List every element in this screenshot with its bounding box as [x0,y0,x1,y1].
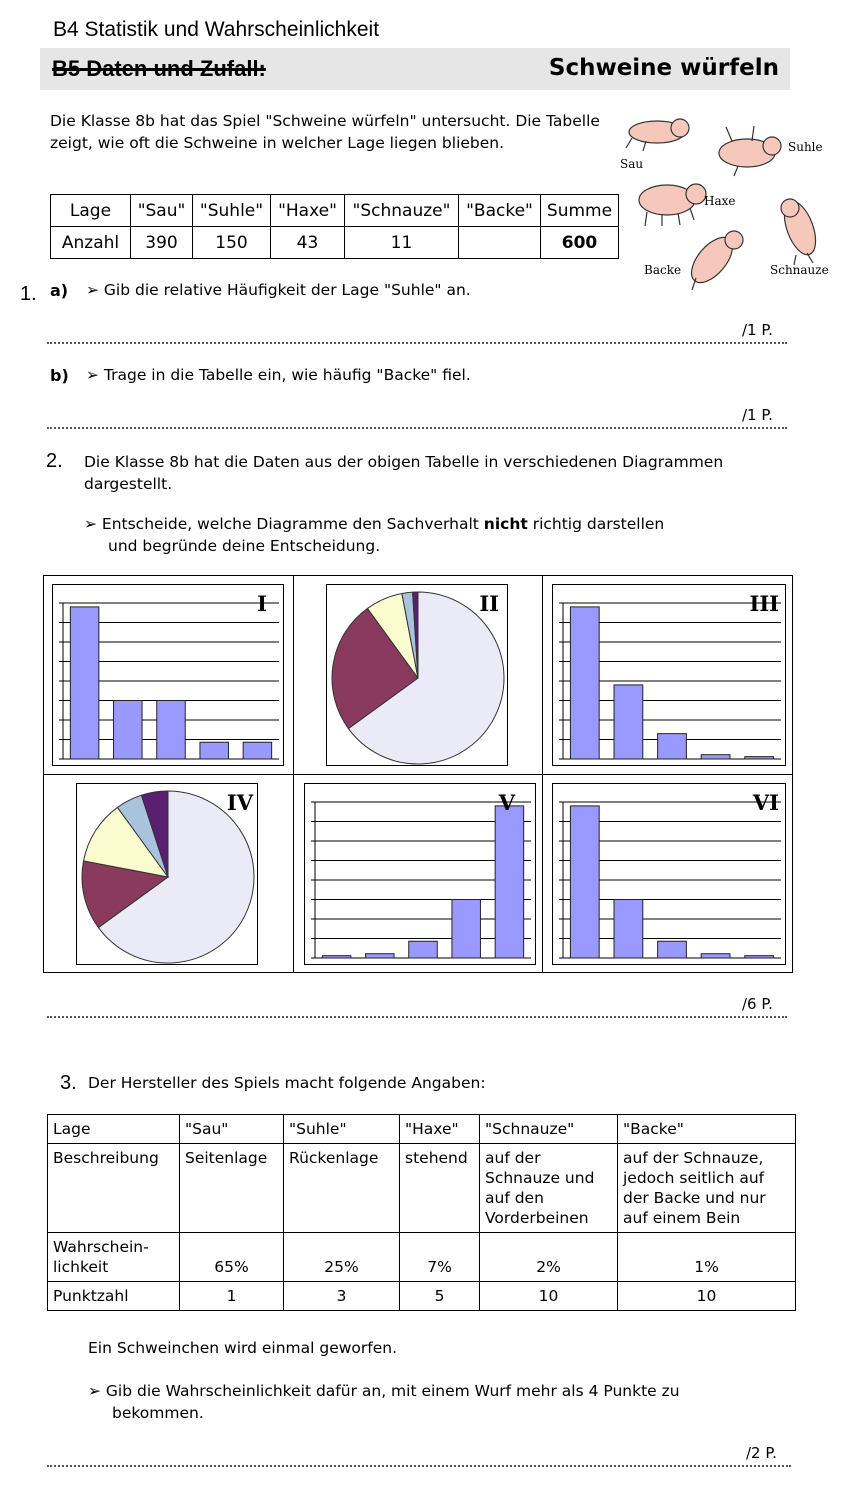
diagram-III [552,584,786,766]
bar [495,806,524,958]
bar [701,954,730,958]
table-cell: "Backe" [459,195,541,227]
table-cell: Rückenlage [284,1144,400,1233]
question-3-points: /2 P. [746,1444,777,1462]
bar [114,701,143,760]
question-2-task-line2: und begründe deine Entscheidung. [108,537,381,555]
bar [452,900,481,959]
diagram-V [304,783,536,965]
question-3-task-line1: ➢ Gib die Wahrscheinlichkeit dafür an, mit einem Wurf mehr als 4 Punkte zu [88,1382,680,1400]
bar [366,954,395,958]
table-cell: 7% [400,1233,480,1282]
pig-sau-icon [626,119,689,151]
pig-haxe-icon [639,184,706,226]
bar [701,755,730,759]
frequency-table [50,194,619,259]
question-1b-points: /1 P. [742,406,773,424]
manufacturer-table-header [48,1115,796,1144]
intro-text: Die Klasse 8b hat das Spiel "Schweine würfeln" untersucht. Die Tabelle zeigt, wie oft die Schweine in welcher Lage liegen blieben. [50,112,600,152]
bar [70,607,99,759]
table-cell: Anzahl [51,227,131,259]
diagram-IV [76,783,258,965]
diagram-label-VI: VI [752,790,779,815]
question-3-task [88,1380,680,1424]
table-cell: "Sau" [180,1115,284,1144]
frequency-table-row [51,227,619,259]
bar [570,806,599,958]
table-cell: "Schnauze" [345,195,459,227]
diagram-II [326,584,508,766]
bar [658,734,687,759]
bar [200,742,229,759]
table-cell: Punktzahl [48,1282,180,1311]
table-cell: auf der Schnauze und auf den Vorderbeinen [480,1144,618,1233]
question-1a-points: /1 P. [742,321,773,339]
bar [409,941,438,958]
diagram-grid [43,575,793,973]
question-2-task-bold: nicht [483,515,528,533]
answer-line-1a[interactable] [47,342,787,344]
question-2-task-pre: ➢ Entscheide, welche Diagramme den Sachverhalt [84,515,484,533]
pig-illustrations [612,108,842,298]
pig-schnauze-icon [778,197,822,265]
question-3-task-line2: bekommen. [112,1404,204,1422]
pig-label-suhle: Suhle [788,140,823,154]
bar [243,742,272,759]
pig-label-schnauze: Schnauze [770,263,829,277]
table-cell: 11 [345,227,459,259]
table-cell: "Haxe" [271,195,345,227]
question-1b-text: ➢ Trage in die Tabelle ein, wie häufig "Backe" fiel. [86,366,471,384]
question-2-points: /6 P. [742,995,773,1013]
bar [570,607,599,759]
diagram-I [52,584,284,766]
bar [614,685,643,759]
pig-label-haxe: Haxe [704,194,736,208]
question-3-number: 3. [60,1072,77,1094]
bar [745,757,774,759]
table-cell: "Backe" [618,1115,796,1144]
question-1a-label: a) [50,281,69,300]
pig-label-backe: Backe [644,263,682,277]
table-cell: 390 [131,227,193,259]
question-2-task [84,513,664,557]
bar-chart-I [53,585,285,767]
diagram-VI [552,783,786,965]
bar [157,701,186,760]
table-cell: 10 [480,1282,618,1311]
question-1b-label: b) [50,366,69,385]
table-cell: 10 [618,1282,796,1311]
diagram-label-II: II [479,591,499,616]
answer-line-1b[interactable] [47,427,787,429]
bar [745,956,774,958]
backe-answer-cell[interactable] [459,227,541,259]
question-1-number: 1. [20,283,37,305]
table-cell: Seitenlage [180,1144,284,1233]
pig-label-sau: Sau [620,157,644,171]
frequency-table-header [51,195,619,227]
table-cell: 1% [618,1233,796,1282]
table-cell: Beschreibung [48,1144,180,1233]
diagram-label-I: I [257,591,267,616]
table-cell: Wahrschein-lichkeit [48,1233,180,1282]
table-cell: "Schnauze" [480,1115,618,1144]
table-cell: "Sau" [131,195,193,227]
table-cell: "Suhle" [284,1115,400,1144]
struck-title: B5 Daten und Zufall: [52,56,266,81]
table-cell: auf der Schnauze, jedoch seitlich auf der Backe und nur auf einem Bein [618,1144,796,1233]
table-cell: Lage [51,195,131,227]
table-cell: Summe [541,195,619,227]
pig-suhle-icon [719,126,781,176]
question-2-number: 2. [46,450,63,472]
manufacturer-table-description [48,1144,796,1233]
pig-backe-icon [684,230,743,290]
question-3-text: Der Hersteller des Spiels macht folgende Angaben: [88,1074,486,1092]
question-3-after: Ein Schweinchen wird einmal geworfen. [88,1339,398,1357]
bar [614,900,643,959]
answer-line-3[interactable] [47,1465,791,1467]
diagram-label-IV: IV [226,790,253,815]
question-2-text: Die Klasse 8b hat die Daten aus der obigen Tabelle in verschiedenen Diagrammen dargestellt. [84,453,724,493]
table-cell: 5 [400,1282,480,1311]
table-cell: "Suhle" [193,195,271,227]
diagram-label-V: V [498,790,515,815]
bar [322,956,351,958]
manufacturer-table-points [48,1282,796,1311]
table-cell: 150 [193,227,271,259]
table-cell: 600 [541,227,619,259]
bar [658,941,687,958]
question-1a-text: ➢ Gib die relative Häufigkeit der Lage "Suhle" an. [86,281,471,299]
table-cell: 25% [284,1233,400,1282]
table-cell: Lage [48,1115,180,1144]
answer-line-2[interactable] [47,1016,787,1018]
table-cell: "Haxe" [400,1115,480,1144]
table-cell: stehend [400,1144,480,1233]
table-cell: 2% [480,1233,618,1282]
table-cell: 43 [271,227,345,259]
table-cell: 3 [284,1282,400,1311]
table-cell: 65% [180,1233,284,1282]
table-cell: 1 [180,1282,284,1311]
page-title: Schweine würfeln [548,55,779,81]
question-2-task-post: richtig darstellen [527,515,665,533]
manufacturer-table-probability [48,1233,796,1282]
manufacturer-table [47,1114,796,1311]
diagram-label-III: III [749,591,779,616]
course-title: B4 Statistik und Wahrscheinlichkeit [53,18,380,41]
